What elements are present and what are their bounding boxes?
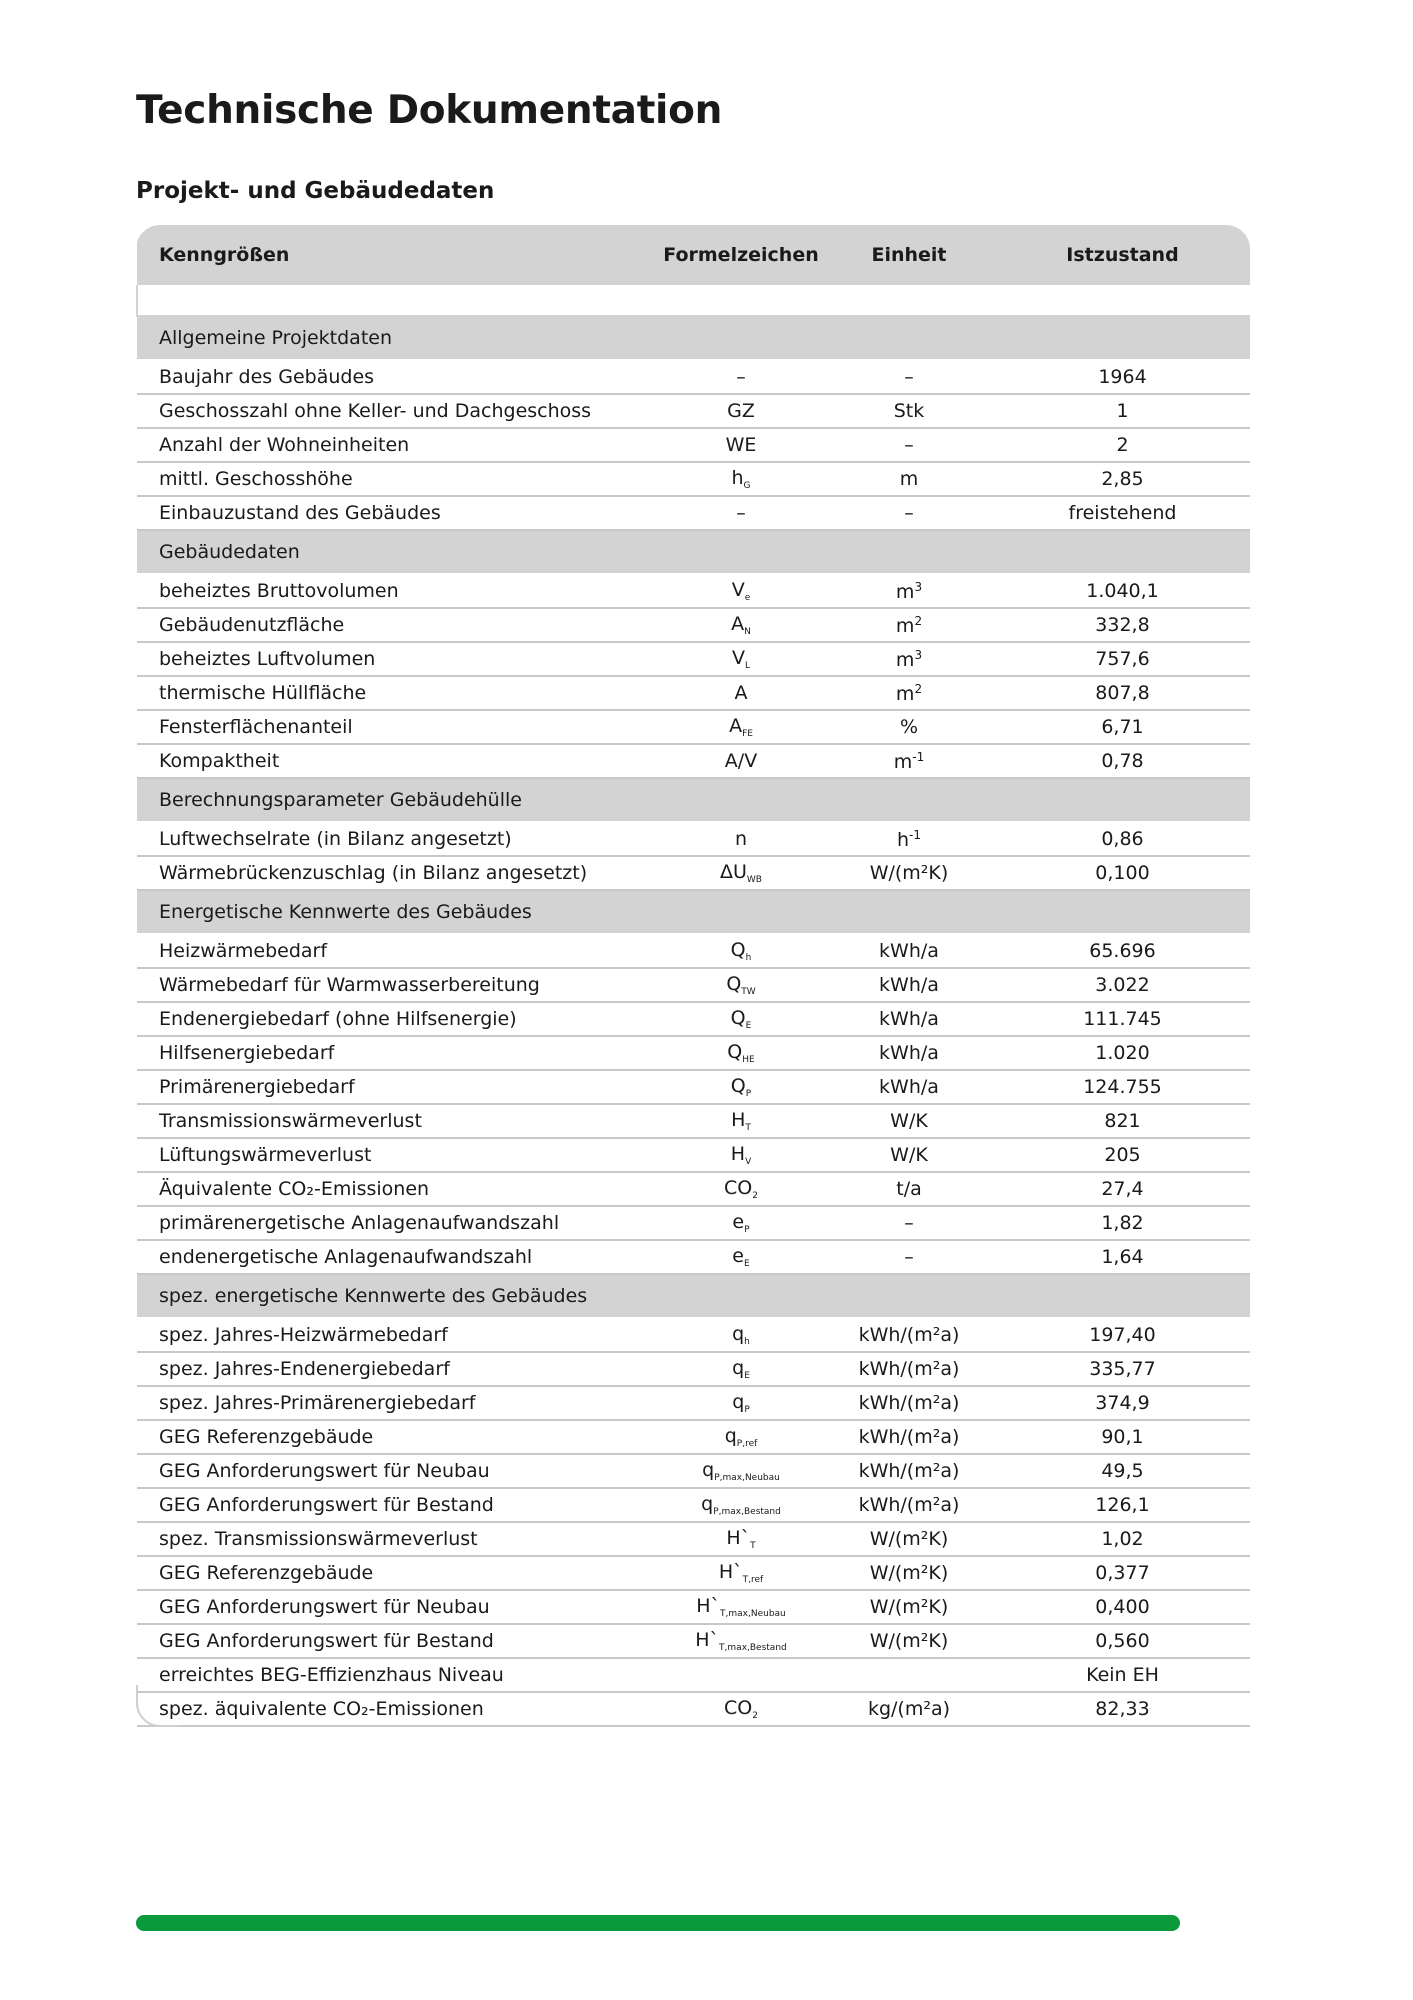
symbol-subscript: h [745,953,752,963]
symbol-text: V [731,647,745,669]
symbol-subscript: TW [741,987,756,997]
cell-unit [824,1522,994,1556]
table-row [137,1522,1250,1556]
cell-value: 807,8 [994,676,1250,710]
table-row [137,968,1250,1002]
cell-unit [824,1138,994,1172]
cell-symbol [658,968,824,1002]
cell-symbol [658,1420,824,1454]
category-row [137,1274,1250,1318]
cell-unit [824,1352,994,1386]
cell-unit [824,1206,994,1240]
cell-unit [824,462,994,496]
symbol-subscript: T,max,Bestand [719,1643,787,1653]
category-title: spez. energetische Kennwerte des Gebäudes [137,1274,1250,1318]
cell-symbol [658,1692,824,1726]
cell-symbol [658,1658,824,1692]
symbol-subscript: 2 [752,1711,758,1721]
symbol-text: e [732,1245,744,1267]
category-title: Berechnungsparameter Gebäudehülle [137,778,1250,822]
symbol-text: A/V [724,750,758,772]
cell-label: GEG Referenzgebäude [137,1556,658,1590]
data-table-container [136,225,1250,1727]
cell-label: Transmissionswärmeverlust [137,1104,658,1138]
symbol-text: h [731,467,744,489]
cell-symbol [658,462,824,496]
cell-value: 332,8 [994,608,1250,642]
table-row [137,1386,1250,1420]
category-row [137,778,1250,822]
unit-text: kWh/a [879,1042,939,1064]
unit-superscript: 3 [914,579,923,594]
table-row [137,360,1250,394]
unit-text: m [895,614,915,637]
cell-value: 2 [994,428,1250,462]
table-row [137,934,1250,968]
symbol-subscript: N [744,627,751,637]
cell-label: GEG Referenzgebäude [137,1420,658,1454]
table-row [137,642,1250,676]
symbol-text: n [734,828,748,850]
symbol-subscript: E [745,1021,752,1031]
cell-unit [824,642,994,676]
cell-unit [824,968,994,1002]
section-title: Projekt- und Gebäudedaten [136,178,495,204]
cell-symbol [658,744,824,778]
cell-symbol [658,1522,824,1556]
unit-text: t/a [896,1178,922,1200]
table-row [137,1488,1250,1522]
table-row [137,1454,1250,1488]
table-row [137,744,1250,778]
table-row [137,1240,1250,1274]
cell-symbol [658,1206,824,1240]
unit-text: m [895,648,915,671]
symbol-subscript: E [744,1371,750,1381]
cell-label: primärenergetische Anlagenaufwandszahl [137,1206,658,1240]
unit-text: – [904,1246,914,1268]
table-row [137,428,1250,462]
symbol-text: Q [730,1007,746,1029]
cell-label: mittl. Geschosshöhe [137,462,658,496]
category-row [137,530,1250,574]
cell-value: 1 [994,394,1250,428]
unit-text: kWh/a [879,974,939,996]
cell-label: endenergetische Anlagenaufwandszahl [137,1240,658,1274]
cell-unit [824,1692,994,1726]
cell-label: Luftwechselrate (in Bilanz angesetzt) [137,822,658,856]
table-row [137,462,1250,496]
cell-symbol [658,1454,824,1488]
table-row [137,1624,1250,1658]
cell-label: thermische Hüllfläche [137,676,658,710]
unit-text: Stk [893,400,925,422]
cell-label: beheiztes Bruttovolumen [137,574,658,608]
cell-unit [824,496,994,530]
symbol-subscript: 2 [752,1191,758,1201]
symbol-text: q [724,1425,737,1447]
cell-label: Baujahr des Gebäudes [137,360,658,394]
cell-unit [824,1454,994,1488]
unit-text: kWh/(m²a) [858,1426,960,1448]
unit-text: kWh/a [879,1076,939,1098]
symbol-text: CO [724,1177,753,1199]
table-row [137,608,1250,642]
symbol-subscript: L [744,661,750,671]
cell-symbol [658,1318,824,1352]
cell-symbol [658,1172,824,1206]
symbol-subscript: G [743,481,751,491]
unit-text: kWh/(m²a) [858,1392,960,1414]
symbol-subscript: P [744,1405,750,1415]
symbol-subscript: WB [746,875,762,885]
cell-symbol [658,574,824,608]
unit-text: kg/(m²a) [867,1698,951,1720]
cell-label: GEG Anforderungswert für Neubau [137,1454,658,1488]
cell-value: 1.020 [994,1036,1250,1070]
cell-unit [824,934,994,968]
cell-label: spez. Transmissionswärmeverlust [137,1522,658,1556]
unit-superscript: 3 [914,647,923,662]
symbol-text: H` [695,1629,720,1651]
cell-symbol [658,1070,824,1104]
symbol-text: GZ [727,400,755,422]
cell-symbol [658,856,824,890]
symbol-subscript: FE [742,729,753,739]
symbol-subscript: T [750,1541,756,1551]
symbol-text: H` [718,1561,743,1583]
cell-value: 126,1 [994,1488,1250,1522]
symbol-text: q [732,1357,745,1379]
table-row [137,574,1250,608]
cell-label: Kompaktheit [137,744,658,778]
cell-unit [824,1172,994,1206]
cell-symbol [658,1104,824,1138]
cell-symbol [658,608,824,642]
category-title: Energetische Kennwerte des Gebäudes [137,890,1250,934]
cell-value: 374,9 [994,1386,1250,1420]
cell-label: Wärmebrückenzuschlag (in Bilanz angesetzt) [137,856,658,890]
cell-unit [824,744,994,778]
cell-symbol [658,822,824,856]
cell-symbol [658,360,824,394]
symbol-text: H` [726,1527,751,1549]
symbol-text: – [736,366,746,388]
table-row [137,1658,1250,1692]
category-title: Allgemeine Projektdaten [137,316,1250,360]
cell-symbol [658,1240,824,1274]
cell-unit [824,1488,994,1522]
cell-symbol [658,496,824,530]
cell-value: 90,1 [994,1420,1250,1454]
cell-value: 3.022 [994,968,1250,1002]
category-row [137,890,1250,934]
unit-text: kWh/(m²a) [858,1494,960,1516]
symbol-subscript: T,ref [742,1575,764,1585]
table-row [137,1104,1250,1138]
page-title: Technische Dokumentation [136,88,723,133]
table-row [137,1206,1250,1240]
table-row [137,856,1250,890]
cell-value: 205 [994,1138,1250,1172]
cell-label: Äquivalente CO₂-Emissionen [137,1172,658,1206]
symbol-text: Q [730,939,746,961]
table-row [137,1070,1250,1104]
unit-text: W/K [890,1110,928,1132]
cell-unit [824,1002,994,1036]
cell-unit [824,1036,994,1070]
table-body [137,285,1250,1726]
cell-symbol [658,1386,824,1420]
category-row [137,316,1250,360]
unit-text: W/(m²K) [869,1596,949,1618]
unit-text: W/(m²K) [869,1630,949,1652]
unit-text: kWh/(m²a) [858,1358,960,1380]
table-row [137,676,1250,710]
cell-value: 0,86 [994,822,1250,856]
header-istzustand: Istzustand [994,225,1250,285]
unit-superscript: -1 [912,749,925,764]
table-row [137,1036,1250,1070]
cell-symbol [658,1556,824,1590]
category-title: Gebäudedaten [137,530,1250,574]
table-row [137,1692,1250,1726]
cell-value: 6,71 [994,710,1250,744]
cell-value: 124.755 [994,1070,1250,1104]
cell-symbol [658,642,824,676]
symbol-text: q [701,1493,714,1515]
unit-text: W/(m²K) [869,1562,949,1584]
cell-unit [824,428,994,462]
cell-value: 0,400 [994,1590,1250,1624]
symbol-subscript: e [744,593,751,603]
unit-text: h [896,828,910,851]
cell-unit [824,1420,994,1454]
symbol-subscript: V [745,1157,752,1167]
cell-unit [824,394,994,428]
cell-symbol [658,1624,824,1658]
cell-value: Kein EH [994,1658,1250,1692]
cell-unit [824,822,994,856]
symbol-text: Q [730,1075,746,1097]
cell-value: 821 [994,1104,1250,1138]
cell-value: 335,77 [994,1352,1250,1386]
unit-text: – [904,1212,914,1234]
unit-text: m [893,750,913,773]
unit-text: kWh/a [879,940,939,962]
cell-value: 0,377 [994,1556,1250,1590]
symbol-subscript: HE [742,1055,755,1065]
cell-value: 1964 [994,360,1250,394]
cell-symbol [658,676,824,710]
symbol-text: WE [725,434,757,456]
cell-label: Heizwärmebedarf [137,934,658,968]
cell-value: 111.745 [994,1002,1250,1036]
cell-symbol [658,1036,824,1070]
cell-value: 0,78 [994,744,1250,778]
unit-text: W/K [890,1144,928,1166]
cell-label: spez. Jahres-Endenergiebedarf [137,1352,658,1386]
cell-label: GEG Anforderungswert für Bestand [137,1624,658,1658]
cell-unit [824,1070,994,1104]
cell-label: GEG Anforderungswert für Bestand [137,1488,658,1522]
cell-value: 65.696 [994,934,1250,968]
unit-text: kWh/a [879,1008,939,1030]
cell-label: Wärmebedarf für Warmwasserbereitung [137,968,658,1002]
cell-value: 49,5 [994,1454,1250,1488]
unit-text: – [904,502,914,524]
table-row [137,1352,1250,1386]
cell-value: 0,560 [994,1624,1250,1658]
cell-label: Hilfsenergiebedarf [137,1036,658,1070]
cell-value: 27,4 [994,1172,1250,1206]
cell-label: Fensterflächenanteil [137,710,658,744]
cell-unit [824,360,994,394]
symbol-subscript: P,max,Neubau [714,1473,780,1483]
cell-unit [824,1386,994,1420]
unit-text: W/(m²K) [869,1528,949,1550]
table-row [137,1138,1250,1172]
unit-text: m [899,468,919,490]
cell-value: 1,64 [994,1240,1250,1274]
cell-label: erreichtes BEG-Effizienzhaus Niveau [137,1658,658,1692]
cell-label: Geschosszahl ohne Keller- und Dachgeschoss [137,394,658,428]
symbol-text: A [729,715,743,737]
table-row [137,1172,1250,1206]
cell-unit [824,574,994,608]
cell-label: GEG Anforderungswert für Neubau [137,1590,658,1624]
cell-symbol [658,1138,824,1172]
cell-symbol [658,428,824,462]
table-row [137,1420,1250,1454]
cell-symbol [658,1488,824,1522]
cell-label: Anzahl der Wohneinheiten [137,428,658,462]
symbol-subscript: T,max,Neubau [720,1609,786,1619]
cell-unit [824,1104,994,1138]
cell-unit [824,1590,994,1624]
table-row [137,822,1250,856]
symbol-subscript: h [744,1337,750,1347]
project-data-table [136,225,1250,1727]
cell-unit [824,856,994,890]
cell-unit [824,1658,994,1692]
cell-label: Lüftungswärmeverlust [137,1138,658,1172]
unit-superscript: 2 [914,681,923,696]
symbol-text: – [736,502,746,524]
cell-value: 1,82 [994,1206,1250,1240]
cell-symbol [658,710,824,744]
cell-label: spez. äquivalente CO₂-Emissionen [137,1692,658,1726]
unit-superscript: -1 [909,827,921,842]
unit-text: m [895,682,915,705]
symbol-text: CO [724,1697,753,1719]
table-row [137,710,1250,744]
cell-value: 2,85 [994,462,1250,496]
symbol-text: q [732,1323,745,1345]
table-row [137,1318,1250,1352]
footer-accent-bar [136,1915,1180,1931]
table-row [137,1002,1250,1036]
table-header-row [137,225,1250,285]
symbol-text: q [732,1391,745,1413]
cell-symbol [658,1002,824,1036]
cell-value: 1,02 [994,1522,1250,1556]
symbol-text: H` [696,1595,721,1617]
symbol-text: Q [727,1041,743,1063]
cell-label: Gebäudenutzfläche [137,608,658,642]
symbol-text: q [702,1459,715,1481]
table-row [137,496,1250,530]
cell-value: 1.040,1 [994,574,1250,608]
header-formelzeichen: Formelzeichen [658,225,824,285]
cell-label: Einbauzustand des Gebäudes [137,496,658,530]
cell-unit [824,710,994,744]
symbol-text: A [731,613,745,635]
cell-unit [824,676,994,710]
cell-unit [824,608,994,642]
symbol-text: H [731,1109,746,1131]
symbol-subscript: T [745,1123,751,1133]
symbol-text: e [732,1211,745,1233]
table-row [137,1556,1250,1590]
cell-value: 757,6 [994,642,1250,676]
unit-text: kWh/(m²a) [858,1324,960,1346]
unit-text: m [895,580,915,603]
header-einheit: Einheit [824,225,994,285]
unit-text: W/(m²K) [869,862,949,884]
table-row [137,1590,1250,1624]
header-spacer-row [137,285,1250,316]
cell-label: Primärenergiebedarf [137,1070,658,1104]
symbol-subscript: E [744,1259,750,1269]
cell-symbol [658,934,824,968]
table-row [137,394,1250,428]
cell-label: Endenergiebedarf (ohne Hilfsenergie) [137,1002,658,1036]
unit-superscript: 2 [914,613,923,628]
unit-text: – [904,434,914,456]
cell-value: 0,100 [994,856,1250,890]
symbol-subscript: P,ref [736,1439,758,1449]
symbol-text: A [734,682,748,704]
cell-symbol [658,1590,824,1624]
symbol-subscript: P [744,1225,750,1235]
unit-text: % [899,716,919,738]
header-kenngroessen: Kenngrößen [137,225,658,285]
unit-text: kWh/(m²a) [858,1460,960,1482]
symbol-text: Q [726,973,742,995]
symbol-subscript: P [745,1089,752,1099]
cell-value: freistehend [994,496,1250,530]
symbol-text: V [731,579,745,601]
unit-text: – [904,366,914,388]
cell-label: beheiztes Luftvolumen [137,642,658,676]
cell-label: spez. Jahres-Primärenergiebedarf [137,1386,658,1420]
cell-symbol [658,1352,824,1386]
symbol-text: H [730,1143,746,1165]
cell-value: 82,33 [994,1692,1250,1726]
cell-unit [824,1318,994,1352]
cell-unit [824,1624,994,1658]
cell-unit [824,1240,994,1274]
symbol-subscript: P,max,Bestand [713,1507,781,1517]
cell-unit [824,1556,994,1590]
cell-symbol [658,394,824,428]
cell-value: 197,40 [994,1318,1250,1352]
cell-label: spez. Jahres-Heizwärmebedarf [137,1318,658,1352]
symbol-text: ΔU [720,861,747,883]
